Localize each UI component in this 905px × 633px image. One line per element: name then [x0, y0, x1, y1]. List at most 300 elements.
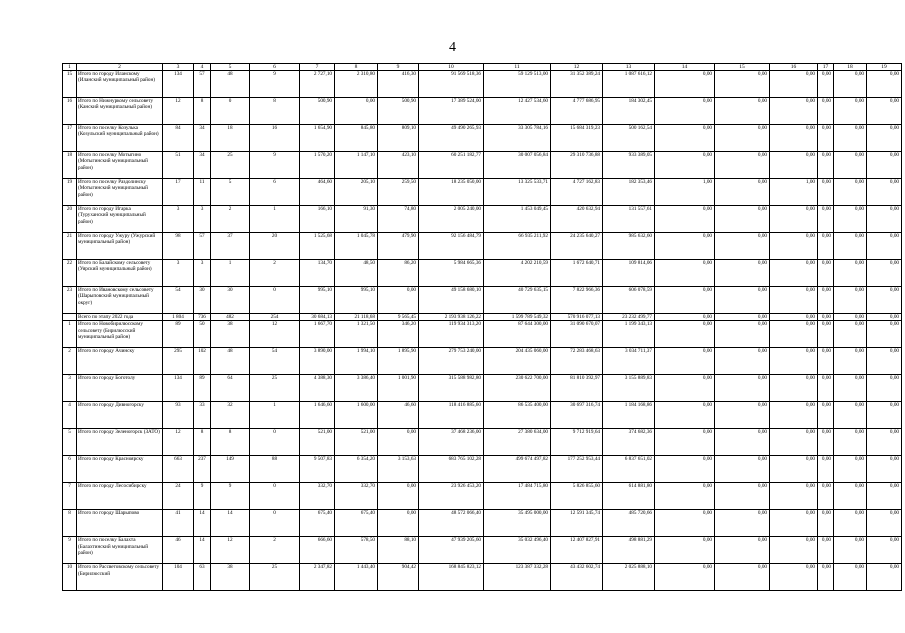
- cell-value: 0,00: [655, 510, 715, 537]
- cell-value: 0,00: [834, 179, 867, 206]
- cell-value: 479,90: [378, 233, 419, 260]
- column-number: 10: [419, 64, 484, 71]
- cell-value: 30: [211, 287, 250, 314]
- table-row: [63, 152, 902, 179]
- cell-value: 0: [250, 483, 300, 510]
- cell-value: 88,10: [378, 537, 419, 564]
- cell-value: 0,00: [818, 510, 834, 537]
- cell-value: 23 232 499,77: [603, 314, 655, 321]
- cell-value: 0,00: [770, 206, 818, 233]
- cell-value: 0,00: [834, 348, 867, 375]
- column-number: 16: [770, 64, 818, 71]
- cell-value: 0,00: [715, 375, 770, 402]
- cell-value: 134,70: [300, 260, 335, 287]
- row-number: 8: [63, 510, 77, 537]
- cell-value: 0,00: [715, 537, 770, 564]
- cell-value: 81 810 392,97: [551, 375, 603, 402]
- cell-value: 17 484 715,80: [484, 483, 551, 510]
- cell-value: 0,00: [715, 152, 770, 179]
- cell-value: 89: [194, 375, 211, 402]
- cell-value: 7 822 966,36: [551, 287, 603, 314]
- cell-value: 15 684 319,23: [551, 125, 603, 152]
- row-number: 7: [63, 483, 77, 510]
- column-number: 13: [603, 64, 655, 71]
- table-row: [63, 260, 902, 287]
- cell-value: 499 674 497,82: [484, 456, 551, 483]
- cell-value: 809,10: [378, 125, 419, 152]
- cell-value: 0,00: [378, 429, 419, 456]
- cell-value: 35 032 496,40: [484, 537, 551, 564]
- cell-value: 0,00: [655, 314, 715, 321]
- row-number: 15: [63, 71, 77, 98]
- cell-value: 0: [250, 510, 300, 537]
- cell-value: 0,00: [770, 98, 818, 125]
- cell-value: 1: [250, 402, 300, 429]
- column-number: 14: [655, 64, 715, 71]
- cell-value: 0,00: [715, 429, 770, 456]
- column-number: 15: [715, 64, 770, 71]
- table-row: [63, 375, 902, 402]
- cell-value: 0,00: [770, 537, 818, 564]
- cell-value: 4 777 686,95: [551, 98, 603, 125]
- row-number: 21: [63, 233, 77, 260]
- column-number: 12: [551, 64, 603, 71]
- cell-value: 48,50: [335, 260, 378, 287]
- cell-value: 606 078,59: [603, 287, 655, 314]
- cell-value: 21 118,68: [335, 314, 378, 321]
- row-name: Итого по поселку Козулька (Козульский муниципальный район): [77, 125, 163, 152]
- cell-value: 0: [211, 98, 250, 125]
- cell-value: 0,00: [655, 206, 715, 233]
- row-name: Итого по городу Шарыпово: [77, 510, 163, 537]
- row-number: 10: [63, 564, 77, 591]
- cell-value: 521,00: [335, 429, 378, 456]
- cell-value: 0,00: [834, 314, 867, 321]
- cell-value: 0,00: [770, 564, 818, 591]
- cell-value: 48: [211, 71, 250, 98]
- cell-value: 0,00: [834, 456, 867, 483]
- cell-value: 17: [163, 179, 194, 206]
- table-row: [63, 71, 902, 98]
- cell-value: 1 443,40: [335, 564, 378, 591]
- cell-value: 0,00: [770, 314, 818, 321]
- cell-value: 1 600,00: [335, 402, 378, 429]
- table-row: [63, 537, 902, 564]
- cell-value: 3 153,63: [378, 456, 419, 483]
- cell-value: 1: [211, 260, 250, 287]
- cell-value: 4 388,30: [300, 375, 335, 402]
- cell-value: 346,20: [378, 321, 419, 348]
- cell-value: 254: [250, 314, 300, 321]
- cell-value: 54: [250, 348, 300, 375]
- cell-value: 0,00: [867, 429, 902, 456]
- column-number: 19: [867, 64, 902, 71]
- cell-value: 1 147,10: [335, 152, 378, 179]
- cell-value: 18: [211, 125, 250, 152]
- cell-value: 20: [250, 233, 300, 260]
- cell-value: 57: [194, 71, 211, 98]
- cell-value: 675,40: [300, 510, 335, 537]
- cell-value: 0,00: [770, 456, 818, 483]
- cell-value: 0,00: [867, 260, 902, 287]
- cell-value: 736: [194, 314, 211, 321]
- cell-value: 30 697 316,74: [551, 402, 603, 429]
- cell-value: 9 565,45: [378, 314, 419, 321]
- cell-value: 64: [211, 375, 250, 402]
- cell-value: 18 235 050,00: [419, 179, 484, 206]
- cell-value: 0,00: [770, 125, 818, 152]
- cell-value: 54: [163, 287, 194, 314]
- cell-value: 0,00: [378, 287, 419, 314]
- cell-value: 98: [163, 233, 194, 260]
- row-name: Итого по городу Красноярску: [77, 456, 163, 483]
- cell-value: 0,00: [867, 179, 902, 206]
- cell-value: 91 569 518,36: [419, 71, 484, 98]
- cell-value: 91,30: [335, 206, 378, 233]
- cell-value: 570 916 077,13: [551, 314, 603, 321]
- cell-value: 0,00: [867, 402, 902, 429]
- row-number: 4: [63, 402, 77, 429]
- cell-value: 6 837 651,02: [603, 456, 655, 483]
- cell-value: 0,00: [770, 483, 818, 510]
- cell-value: 11: [194, 179, 211, 206]
- cell-value: 0,00: [818, 125, 834, 152]
- cell-value: 1,00: [655, 179, 715, 206]
- cell-value: 119 934 313,20: [419, 321, 484, 348]
- cell-value: 9: [250, 71, 300, 98]
- cell-value: 30: [194, 287, 211, 314]
- row-number: 5: [63, 429, 77, 456]
- cell-value: 420 632,94: [551, 206, 603, 233]
- cell-value: 0,00: [715, 179, 770, 206]
- cell-value: 0,00: [715, 402, 770, 429]
- cell-value: 0,00: [867, 456, 902, 483]
- cell-value: 24 235 640,27: [551, 233, 603, 260]
- cell-value: 88: [250, 456, 300, 483]
- cell-value: 1 667,70: [300, 321, 335, 348]
- cell-value: 614 881,80: [603, 483, 655, 510]
- cell-value: 5 984 665,36: [419, 260, 484, 287]
- cell-value: 134: [163, 375, 194, 402]
- row-number: 17: [63, 125, 77, 152]
- cell-value: 3 155 889,83: [603, 375, 655, 402]
- table-row: [63, 564, 902, 591]
- cell-value: 0,00: [867, 314, 902, 321]
- cell-value: 0,00: [834, 321, 867, 348]
- cell-value: 0,00: [834, 71, 867, 98]
- row-name: Итого по Нижнуркому сельсовету (Канский муниципальный район): [77, 98, 163, 125]
- cell-value: 0,00: [867, 537, 902, 564]
- cell-value: 2: [250, 260, 300, 287]
- cell-value: 416,30: [378, 71, 419, 98]
- row-number: 1: [63, 321, 77, 348]
- cell-value: 0,00: [834, 260, 867, 287]
- row-name: Итого по поселку Балахта (Балахтинский муниципальный район): [77, 537, 163, 564]
- cell-value: 1: [250, 206, 300, 233]
- cell-value: 0,00: [655, 564, 715, 591]
- cell-value: 149: [211, 456, 250, 483]
- cell-value: 0,00: [867, 510, 902, 537]
- cell-value: 0,00: [335, 98, 378, 125]
- cell-value: 0,00: [715, 206, 770, 233]
- cell-value: 8: [211, 429, 250, 456]
- cell-value: 1 895,90: [378, 348, 419, 375]
- cell-value: 0,00: [834, 98, 867, 125]
- cell-value: 315 588 982,80: [419, 375, 484, 402]
- table-row: [63, 348, 902, 375]
- cell-value: 845,80: [335, 125, 378, 152]
- data-table: [62, 63, 902, 591]
- cell-value: 0,00: [818, 260, 834, 287]
- cell-value: 14: [194, 510, 211, 537]
- row-number: 9: [63, 537, 77, 564]
- cell-value: 0,00: [770, 71, 818, 98]
- cell-value: 48: [211, 348, 250, 375]
- cell-value: 1 646,60: [300, 402, 335, 429]
- cell-value: 0,00: [715, 321, 770, 348]
- cell-value: 89: [163, 321, 194, 348]
- cell-value: 0,00: [715, 71, 770, 98]
- cell-value: 0,00: [715, 125, 770, 152]
- cell-value: 31 352 389,24: [551, 71, 603, 98]
- cell-value: 6 354,20: [335, 456, 378, 483]
- cell-value: 0,00: [818, 287, 834, 314]
- cell-value: 59 129 513,00: [484, 71, 551, 98]
- cell-value: 14: [194, 537, 211, 564]
- cell-value: 0,00: [715, 260, 770, 287]
- cell-value: 663: [163, 456, 194, 483]
- cell-value: 985 632,60: [603, 233, 655, 260]
- cell-value: 0,00: [655, 125, 715, 152]
- cell-value: 0,00: [655, 71, 715, 98]
- column-number: 18: [834, 64, 867, 71]
- cell-value: 0,00: [655, 402, 715, 429]
- cell-value: 47 939 205,60: [419, 537, 484, 564]
- cell-value: 205,10: [335, 179, 378, 206]
- cell-value: 74,80: [378, 206, 419, 233]
- cell-value: 0,00: [867, 98, 902, 125]
- cell-value: 46,60: [378, 402, 419, 429]
- cell-value: 0,00: [655, 537, 715, 564]
- cell-value: 0,00: [655, 348, 715, 375]
- row-number: 23: [63, 287, 77, 314]
- cell-value: 1 045,78: [335, 233, 378, 260]
- row-name: Итого по городу Лесосибирску: [77, 483, 163, 510]
- cell-value: 30 007 056,84: [484, 152, 551, 179]
- cell-value: 0,00: [715, 456, 770, 483]
- cell-value: 1 672 640,71: [551, 260, 603, 287]
- cell-value: 29 310 736,88: [551, 152, 603, 179]
- cell-value: 1,00: [770, 179, 818, 206]
- total-row: [63, 314, 902, 321]
- cell-value: 34: [194, 152, 211, 179]
- row-number: 16: [63, 98, 77, 125]
- cell-value: 33: [194, 402, 211, 429]
- table-row: [63, 402, 902, 429]
- table-row: [63, 429, 902, 456]
- cell-value: 683 765 102,28: [419, 456, 484, 483]
- cell-value: 9: [211, 483, 250, 510]
- row-name: Итого по городу Игарка (Туруханский муниципальный район): [77, 206, 163, 233]
- cell-value: 1 525,68: [300, 233, 335, 260]
- cell-value: 48 572 066,40: [419, 510, 484, 537]
- cell-value: 30 684,13: [300, 314, 335, 321]
- cell-value: 1 001,90: [378, 375, 419, 402]
- cell-value: 0,00: [818, 152, 834, 179]
- cell-value: 0,00: [867, 348, 902, 375]
- cell-value: 675,40: [335, 510, 378, 537]
- cell-value: 0,00: [378, 510, 419, 537]
- table-row: [63, 456, 902, 483]
- cell-value: 0,00: [867, 152, 902, 179]
- cell-value: 0,00: [834, 287, 867, 314]
- cell-value: 66 935 211,92: [484, 233, 551, 260]
- cell-value: 0,00: [818, 321, 834, 348]
- cell-value: 0,00: [770, 152, 818, 179]
- cell-value: 0,00: [378, 483, 419, 510]
- cell-value: 41: [163, 510, 194, 537]
- row-name: Итого по поселку Мотыгино (Мотыгинский муниципальный район): [77, 152, 163, 179]
- cell-value: 0,00: [655, 429, 715, 456]
- cell-value: 482: [211, 314, 250, 321]
- cell-value: 0,00: [655, 287, 715, 314]
- cell-value: 17 389 524,00: [419, 98, 484, 125]
- page-number: 4: [449, 40, 456, 55]
- cell-value: 184 302,45: [603, 98, 655, 125]
- cell-value: 0,00: [818, 537, 834, 564]
- row-number: 20: [63, 206, 77, 233]
- cell-value: 0,00: [834, 510, 867, 537]
- cell-value: 0,00: [834, 429, 867, 456]
- cell-value: 995,10: [300, 287, 335, 314]
- cell-value: 12: [211, 537, 250, 564]
- column-number: 5: [211, 64, 250, 71]
- cell-value: 0,00: [715, 314, 770, 321]
- row-name: Всего по этапу 2022 года: [77, 314, 163, 321]
- cell-value: 0,00: [818, 429, 834, 456]
- row-number: 19: [63, 179, 77, 206]
- cell-value: 259,50: [378, 179, 419, 206]
- row-name: Итого по городу Ужуру (Ужурский муниципальный район): [77, 233, 163, 260]
- cell-value: 118 416 885,60: [419, 402, 484, 429]
- cell-value: 34: [194, 125, 211, 152]
- cell-value: 498 881,29: [603, 537, 655, 564]
- cell-value: 237: [194, 456, 211, 483]
- cell-value: 0,00: [770, 510, 818, 537]
- cell-value: 0,00: [834, 125, 867, 152]
- cell-value: 0,00: [818, 179, 834, 206]
- cell-value: 50: [194, 321, 211, 348]
- cell-value: 0,00: [715, 287, 770, 314]
- cell-value: 84: [163, 125, 194, 152]
- cell-value: 3: [163, 260, 194, 287]
- cell-value: 2: [211, 206, 250, 233]
- row-name: Итого по городу Иланскому (Иланский муниципальный район): [77, 71, 163, 98]
- cell-value: 0,00: [655, 375, 715, 402]
- cell-value: 295: [163, 348, 194, 375]
- cell-value: 995,10: [335, 287, 378, 314]
- cell-value: 43 432 602,74: [551, 564, 603, 591]
- cell-value: 5 826 855,60: [551, 483, 603, 510]
- cell-value: 12: [163, 98, 194, 125]
- cell-value: 2 005 240,00: [419, 206, 484, 233]
- cell-value: 0,00: [655, 483, 715, 510]
- row-number: 3: [63, 375, 77, 402]
- row-name: Итого по городу Ачинску: [77, 348, 163, 375]
- cell-value: 0,00: [655, 456, 715, 483]
- cell-value: 0,00: [867, 233, 902, 260]
- cell-value: 31 090 670,07: [551, 321, 603, 348]
- cell-value: 92 156 484,79: [419, 233, 484, 260]
- cell-value: 38: [211, 564, 250, 591]
- cell-value: 4 202 210,59: [484, 260, 551, 287]
- column-number: 4: [194, 64, 211, 71]
- cell-value: 6: [250, 179, 300, 206]
- table-row: [63, 287, 902, 314]
- cell-value: 0,00: [818, 348, 834, 375]
- row-number: 18: [63, 152, 77, 179]
- column-number: 9: [378, 64, 419, 71]
- cell-value: 3: [163, 206, 194, 233]
- cell-value: 0,00: [867, 375, 902, 402]
- table-row: [63, 483, 902, 510]
- cell-value: 0,00: [867, 206, 902, 233]
- cell-value: 0,00: [770, 287, 818, 314]
- table-row: [63, 179, 902, 206]
- cell-value: 5: [211, 179, 250, 206]
- cell-value: 0,00: [818, 98, 834, 125]
- cell-value: 904,42: [378, 564, 419, 591]
- cell-value: 60 251 182,77: [419, 152, 484, 179]
- cell-value: 1 599 789 549,32: [484, 314, 551, 321]
- cell-value: 38: [211, 321, 250, 348]
- cell-value: 0,00: [818, 375, 834, 402]
- cell-value: 2 727,10: [300, 71, 335, 98]
- cell-value: 0,00: [655, 98, 715, 125]
- cell-value: 0,00: [834, 564, 867, 591]
- cell-value: 168 845 823,12: [419, 564, 484, 591]
- cell-value: 24: [163, 483, 194, 510]
- cell-value: 0,00: [715, 233, 770, 260]
- cell-value: 9: [250, 152, 300, 179]
- cell-value: 0,00: [715, 564, 770, 591]
- table-row: [63, 321, 902, 348]
- row-number: 22: [63, 260, 77, 287]
- cell-value: 1 453 049,45: [484, 206, 551, 233]
- cell-value: 2 025 888,10: [603, 564, 655, 591]
- cell-value: 0,00: [834, 233, 867, 260]
- cell-value: 63: [194, 564, 211, 591]
- cell-value: 177 252 953,44: [551, 456, 603, 483]
- cell-value: 1 087 616,12: [603, 71, 655, 98]
- cell-value: 0,00: [770, 375, 818, 402]
- cell-value: 500,90: [378, 98, 419, 125]
- column-number: 2: [77, 64, 163, 71]
- column-number: 8: [335, 64, 378, 71]
- cell-value: 8: [194, 429, 211, 456]
- row-name: Итого по Ивановскому сельсовету (Шарыповский муниципальный округ): [77, 287, 163, 314]
- cell-value: 374 682,36: [603, 429, 655, 456]
- cell-value: 0,00: [818, 564, 834, 591]
- row-number: 6: [63, 456, 77, 483]
- cell-value: 0,00: [770, 321, 818, 348]
- row-name: Итого по Новобирилюсскому сельсовету (Бирилюсский муниципальный район): [77, 321, 163, 348]
- cell-value: 25: [211, 152, 250, 179]
- cell-value: 3 386,40: [335, 375, 378, 402]
- cell-value: 423,10: [378, 152, 419, 179]
- cell-value: 9 507,83: [300, 456, 335, 483]
- column-number: 6: [250, 64, 300, 71]
